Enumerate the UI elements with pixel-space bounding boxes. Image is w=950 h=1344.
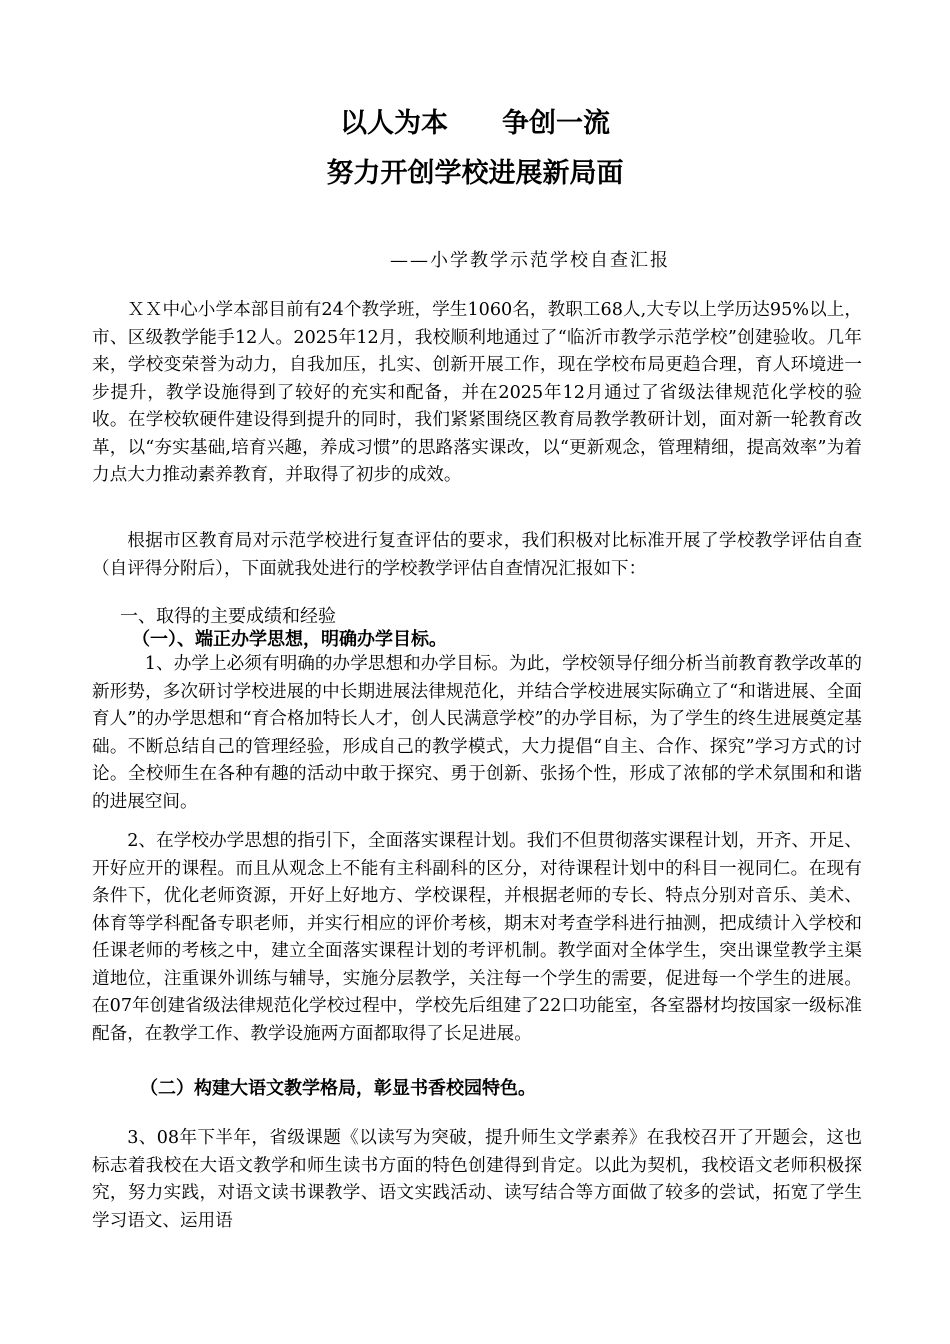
document-subtitle: ——小学教学示范学校自查汇报 xyxy=(390,250,670,271)
subsection-heading-2: （二）构建大语文教学格局，彰显书香校园特色。 xyxy=(140,1078,536,1099)
subsection-heading-1: （一）、端正办学思想，明确办学目标。 xyxy=(132,629,447,650)
paragraph-item-2: 2、在学校办学思想的指引下，全面落实课程计划。我们不但贯彻落实课程计划，开齐、开足、开好应开的课程。而且从观念上不能有主科副科的区分，对待课程计划中的科目一视同仁。在现有条件下，优化老师资源，开好上好地方、学校课程，并根据老师的专长、特点分别对音乐、美术、体育等学科配备专职老师，并实行相应的评价考核，期末对考查学科进行抽测，把成绩计入学校和任课老师的考核之中，建立全面落实课程计划的考评机制。教学面对全体学生，突出课堂教学主渠道地位，注重课外训练与辅导，实施分层教学，关注每一个学生的需要，促进每一个学生的进展。在07年创建省级法律规范化学校过程中，学校先后组建了22口功能室，各室器材均按国家一级标准配备，在教学工作、教学设施两方面都取得了长足进展。 xyxy=(92,831,862,1044)
document-title-line-2: 努力开创学校进展新局面 xyxy=(326,158,624,189)
paragraph-item-1: 1、办学上必须有明确的办学思想和办学目标。为此，学校领导仔细分析当前教育教学改革的新形势，多次研讨学校进展的中长期进展法律规范化，并结合学校进展实际确立了“和谐进展、全面育人”的办学思想和“育合格加特长人才，创人民满意学校”的办学目标，为了学生的终生进展奠定基础。不断总结自己的管理经验，形成自己的教学模式，大力提倡“自主、合作、探究”学习方式的讨论。全校师生在各种有趣的活动中敢于探究、勇于创新、张扬个性，形成了浓郁的学术氛围和和谐的进展空间。 xyxy=(92,654,862,812)
document-title-line-1: 以人为本 争创一流 xyxy=(340,108,610,139)
section-heading-achievements: 一、取得的主要成绩和经验 xyxy=(120,606,336,627)
paragraph-item-3: 3、08年下半年，省级课题《以读写为突破，提升师生文学素养》在我校召开了开题会，这也标志着我校在大语文教学和师生读书方面的特色创建得到肯定。以此为契机，我校语文老师积极探究，努力实践，对语文读书课教学、语文实践活动、读写结合等方面做了较多的尝试，拓宽了学生学习语文、运用语 xyxy=(92,1128,862,1231)
paragraph-evaluation: 根据市区教育局对示范学校进行复查评估的要求，我们积极对比标准开展了学校教学评估自查（自评得分附后），下面就我处进行的学校教学评估自查情况汇报如下： xyxy=(92,531,862,579)
paragraph-intro: ＸＸ中心小学本部目前有24个教学班，学生1060名，教职工68人,大专以上学历达95%以上，市、区级教学能手12人。2025年12月，我校顺利地通过了“临沂市教学示范学校”创建验收。几年来，学校变荣誉为动力，自我加压，扎实、创新开展工作，现在学校布局更趋合理，育人环境进一步提升，教学设施得到了较好的充实和配备，并在2025年12月通过了省级法律规范化学校的验收。在学校软硬件建设得到提升的同时，我们紧紧围绕区教育局教学教研计划，面对新一轮教育改革，以“夯实基础,培育兴趣，养成习惯”的思路落实课改，以“更新观念，管理精细，提高效率”为着力点大力推动素养教育，并取得了初步的成效。 xyxy=(92,300,862,485)
